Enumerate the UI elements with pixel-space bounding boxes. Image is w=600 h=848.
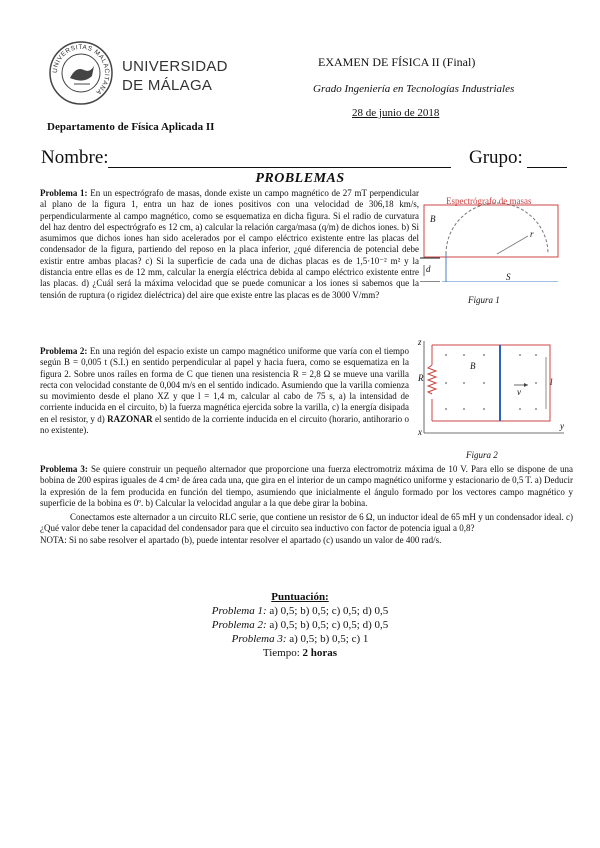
figure-2-label-B: B xyxy=(470,361,476,371)
figure-2-label-y: y xyxy=(560,421,564,431)
figure-2-caption: Figura 2 xyxy=(466,450,498,460)
university-seal xyxy=(48,40,114,106)
problem-3-text: Se quiere construir un pequeño alternador que proporcione una fuerza electromotriz máxima de 10 V. Para ello se dispone de una bobina de 200 espiras iguales de 4 cm² de área cada una, que gira en el interior de un campo magnético uniforme y estacionario de 0,5 T. a) Deducir la expresión de la fem producida en función del tiempo, asumiendo que inicialmente el ángulo formado por los vectores campo magnético y superficie de la bobina es 0º. b) Calcular la velocidad angular a la que debe girar la bobina. xyxy=(40,464,573,508)
problem-3 xyxy=(40,464,573,546)
university-name: UNIVERSIDAD DE MÁLAGA xyxy=(122,58,228,94)
problem-2-razonar: RAZONAR xyxy=(107,413,153,424)
department: Departamento de Física Aplicada II xyxy=(47,121,215,133)
figure-2-label-x: x xyxy=(418,427,422,437)
figure-1-label-B: B xyxy=(430,214,436,224)
figure-1-label-d: d xyxy=(426,264,431,274)
group-label: Grupo: xyxy=(469,147,523,168)
problem-3-label: Problema 3: xyxy=(40,464,88,474)
problem-1 xyxy=(40,188,419,301)
group-field-line[interactable] xyxy=(527,167,567,168)
figure-2 xyxy=(418,337,568,441)
exam-title: EXAMEN DE FÍSICA II (Final) xyxy=(318,55,476,69)
scoring-row-3: Problema 3: a) 0,5; b) 0,5; c) 1 xyxy=(231,633,369,645)
figure-2-label-R: R xyxy=(418,373,424,383)
figure-2-label-z: z xyxy=(418,337,422,347)
scoring-title: Puntuación: xyxy=(271,591,329,603)
problem-1-text: En un espectrógrafo de masas, donde existe un campo magnético de 27 mT perpendicular al plano de la figura 1, entra un haz de iones positivos con una velocidad de 306,18 km/s, perpendicularmente al campo magnético, como se esquematiza en dicha figura. Si el radio de curvatura del haz dentro del espectrógrafo es 12 cm, a) calcular la relación carga/masa (q/m) de dichos iones. b) Si asumimos que dichos iones han sido acelerados por el campo eléctrico existente entre las placas del condensador de la figura, partiendo del reposo en la placa inferior, ¿qué diferencia de potencial debe existir entre ambas placas? c) Si la superficie de cada una de dichas placas es de 1,5·10⁻² m² y la distancia entre ellas es de 12 mm, calcular la energía eléctrica debida al campo eléctrico existente entre las placas. d) ¿Cuál será la máxima velocidad que se puede comunicar a los iones si sabemos que la tensión de ruptura (o rigidez dieléctrica) del aire que existe entre las placas es de 3000 V/mm? xyxy=(40,188,420,300)
degree-name: Grado Ingeniería en Tecnologías Industriales xyxy=(313,83,515,95)
figure-2-label-v: v xyxy=(517,387,521,397)
figure-2-label-l: l xyxy=(550,377,553,387)
scoring-time: Tiempo: 2 horas xyxy=(262,647,338,659)
problem-3-note: NOTA: Si no sabe resolver el apartado (b), puede intentar resolver el apartado (c) usando un valor de 400 rad/s. xyxy=(40,534,442,545)
scoring-row-1: Problema 1: a) 0,5; b) 0,5; c) 0,5; d) 0,5 xyxy=(211,605,389,617)
figure-1-title: Espectrógrafo de masas xyxy=(446,196,532,206)
figure-1-label-r: r xyxy=(530,229,534,239)
name-label: Nombre: xyxy=(41,147,109,168)
figure-1-label-S: S xyxy=(506,272,511,282)
problem-3-text-2: Conectamos este alternador a un circuito RLC serie, que contiene un resistor de 6 Ω, un inductor ideal de 65 mH y un condensador ideal. c) ¿Qué valor debe tener la capacidad del condensador para que el circuito sea inductivo con factor de potencia igual a 0,8? xyxy=(40,512,573,534)
exam-date: 28 de junio de 2018 xyxy=(352,107,440,119)
scoring-row-2: Problema 2: a) 0,5; b) 0,5; c) 0,5; d) 0,5 xyxy=(211,619,389,631)
name-field-line[interactable] xyxy=(108,167,451,168)
section-title: PROBLEMAS xyxy=(255,171,345,186)
problem-2 xyxy=(40,346,409,436)
problem-1-label: Problema 1: xyxy=(40,188,88,198)
figure-1 xyxy=(418,196,564,282)
problem-2-text-a: En una región del espacio existe un campo magnético uniforme que varía con el tiempo según B = 0,005 t (S.I.) en sentido perpendicular al papel y hacia fuera, como se esquematiza en la figura 2. Sobre unos raíles en forma de C que tienen una resistencia R = 2,8 Ω se mueve una varilla recta con velocidad constante de 0,004 m/s en el sentido indicado. Asumiendo que la varilla comienza su movimiento desde el plano XZ y que l = 1,4 m, calcular al cabo de 75 s, a) la intensidad de corriente inducida en el circuito, b) la fuerza magnética ejercida sobre la varilla, c) la energía disipada en el resistor, y d) xyxy=(40,346,409,424)
problem-2-label: Problema 2: xyxy=(40,346,88,356)
svg-text:UNIVERSITAS MALACITANA: UNIVERSITAS MALACITANA xyxy=(51,43,111,96)
scoring xyxy=(0,590,600,660)
figure-1-caption: Figura 1 xyxy=(468,295,500,305)
problem-2-text-b: el sentido de la corriente inducida en el circuito (horario, antihorario o no existente). xyxy=(40,413,409,436)
